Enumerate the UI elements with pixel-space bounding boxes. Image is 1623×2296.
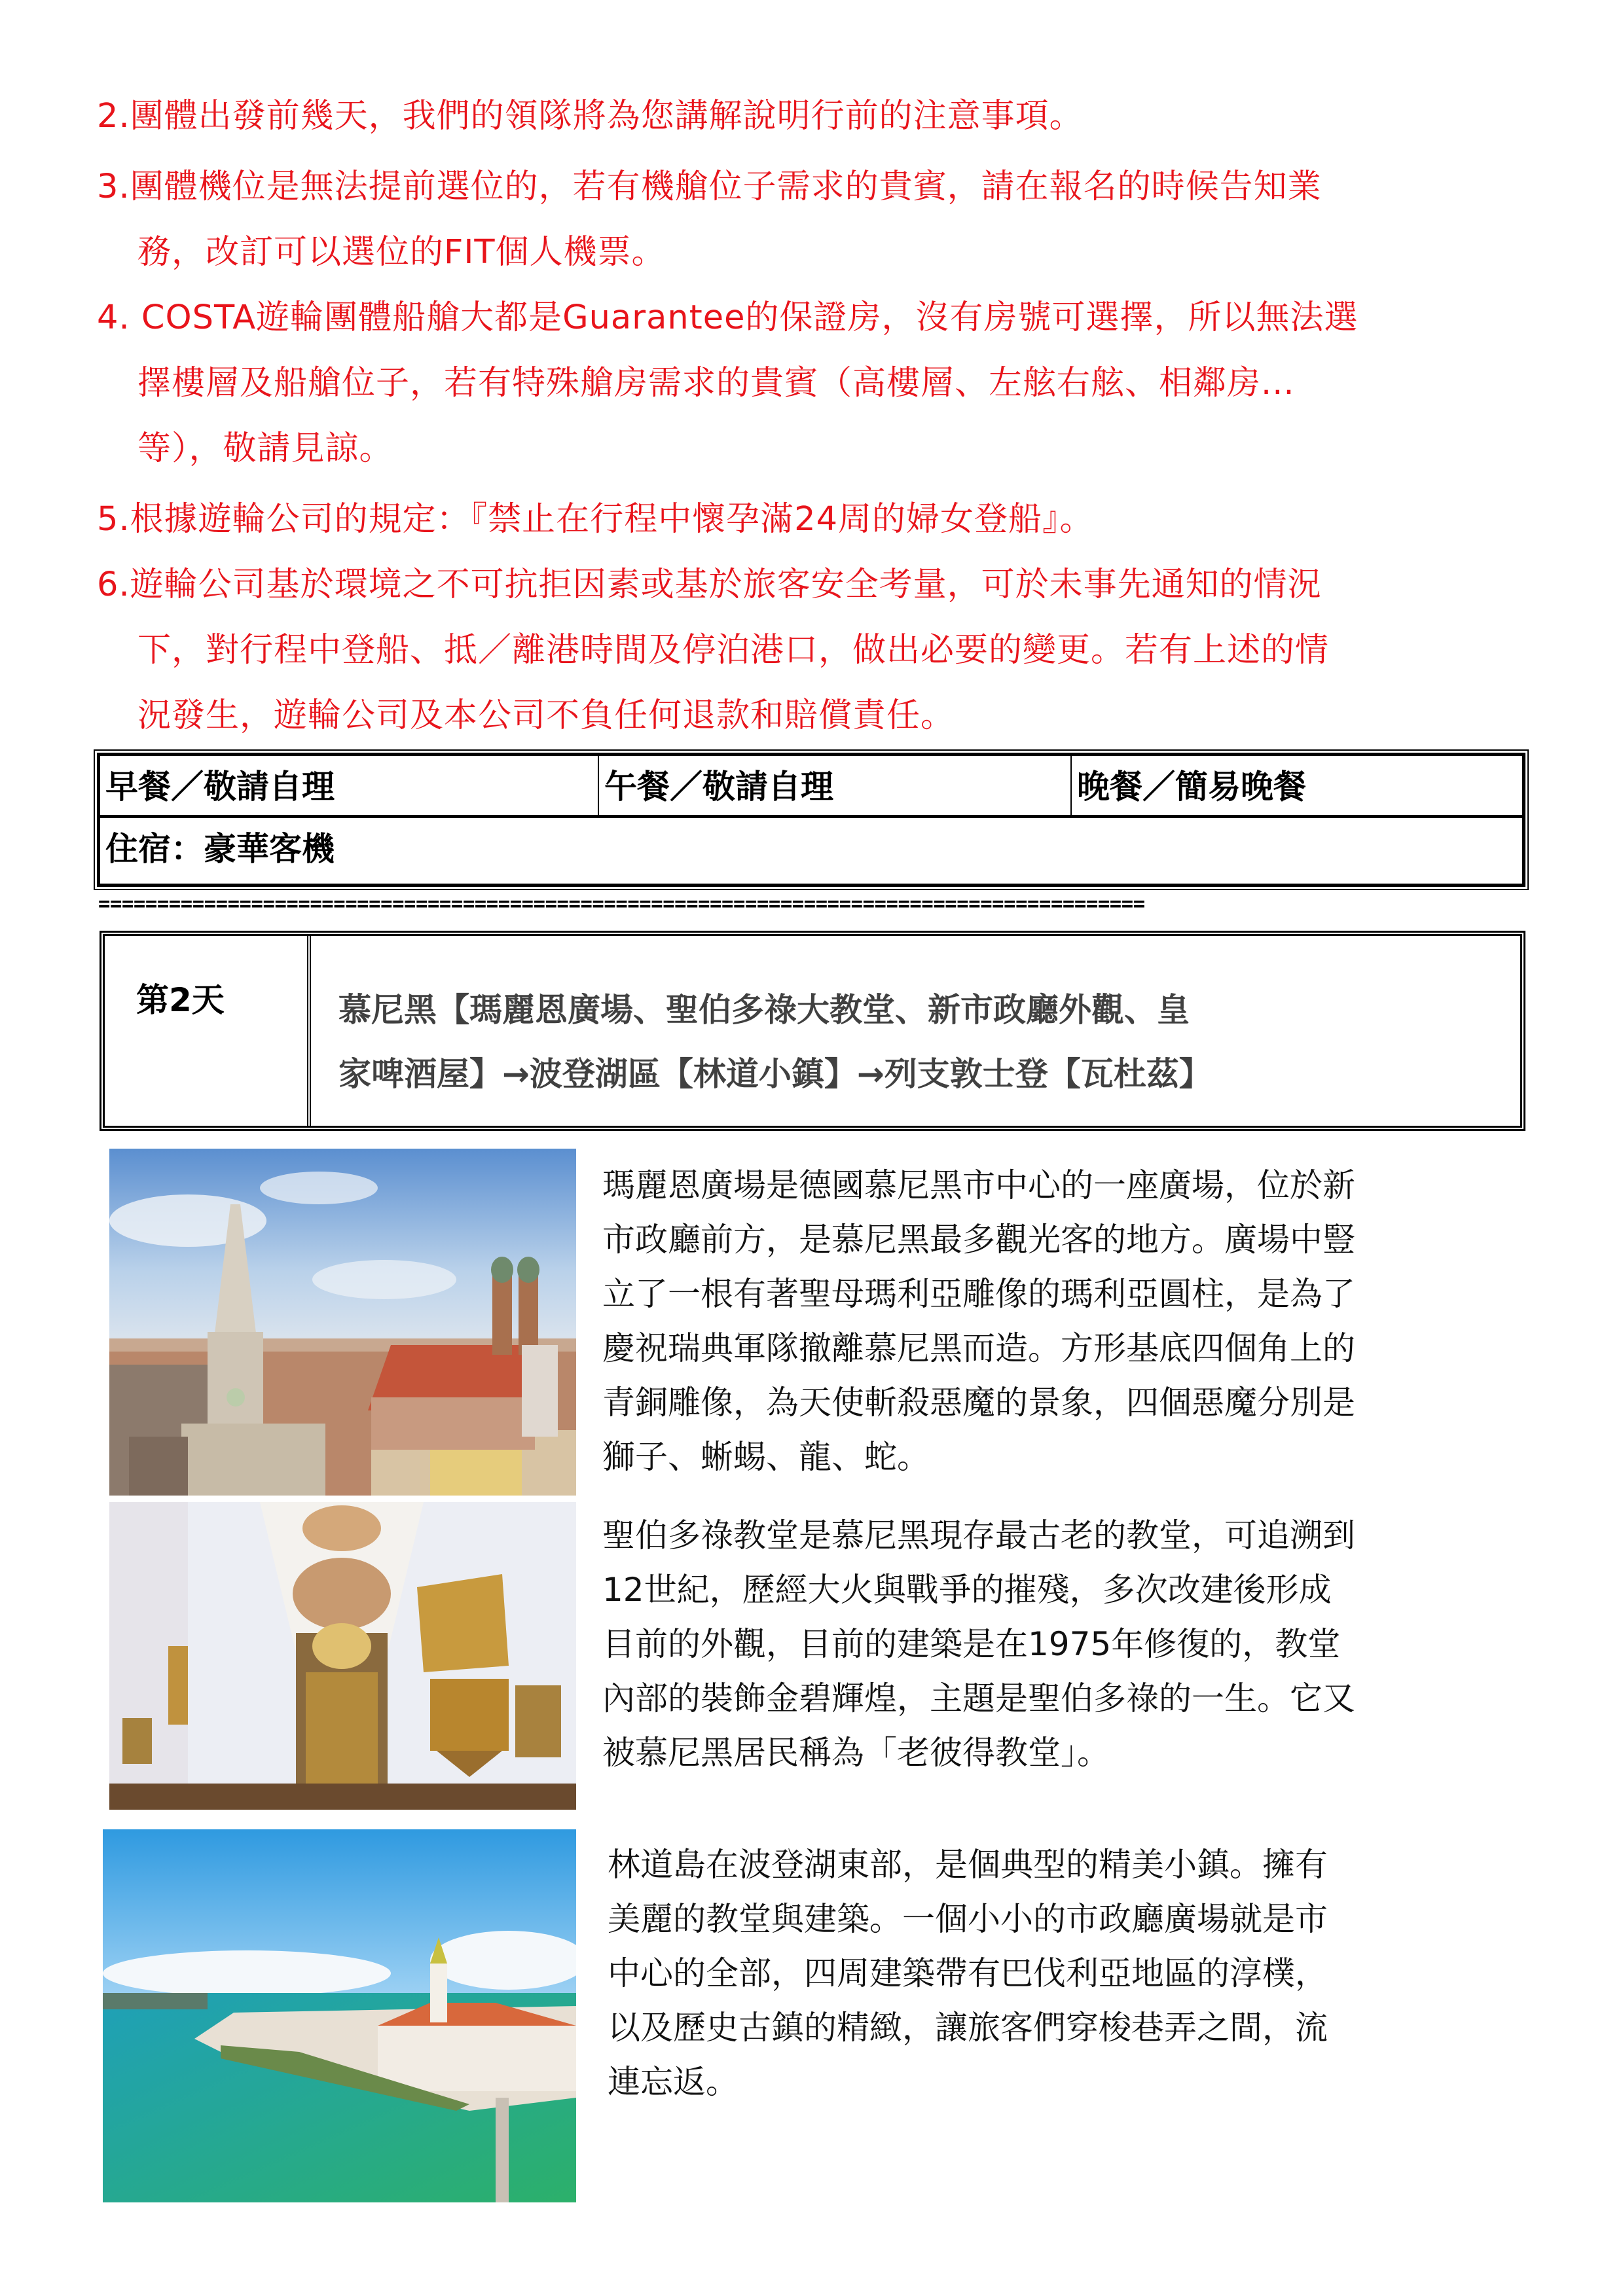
day-route: [311, 936, 1520, 1126]
accommodation-row: [100, 818, 1522, 880]
description-line: 內部的裝飾金碧輝煌，主題是聖伯多祿的一生。它又: [602, 1679, 1355, 1717]
note-4-line-2: 擇樓層及船艙位子，若有特殊艙房需求的貴賓（高樓層、左舷右舷、相鄰房...: [137, 364, 1295, 403]
description-line: 目前的外觀，目前的建築是在1975年修復的，教堂: [602, 1625, 1341, 1663]
note-3-line-2: 務，改訂可以選位的FIT個人機票。: [137, 233, 666, 272]
note-6-line-1: 6.遊輪公司基於環境之不可抗拒因素或基於旅客安全考量，可於未事先通知的情況: [97, 565, 1322, 604]
day-route-line-2: 家啤酒屋】→波登湖區【林道小鎮】→列支敦士登【瓦杜茲】: [338, 1055, 1212, 1093]
description-line: 瑪麗恩廣場是德國慕尼黑市中心的一座廣場，位於新: [602, 1166, 1355, 1204]
breakfast-cell: 早餐／敬請自理: [100, 756, 599, 815]
note-3-line-1: 3.團體機位是無法提前選位的，若有機艙位子需求的貴賓，請在報名的時候告知業: [97, 168, 1322, 206]
note-2: 2.團體出發前幾天，我們的領隊將為您講解說明行前的注意事項。: [97, 97, 1084, 135]
meal-row: [100, 756, 1522, 818]
day-route-line-1: 慕尼黑【瑪麗恩廣場、聖伯多祿大教堂、新市政廳外觀、皇: [338, 991, 1190, 1029]
description-line: 中心的全部，四周建築帶有巴伐利亞地區的淳樸，: [608, 1954, 1328, 1992]
meal-table: [97, 753, 1525, 887]
st-peters-church-interior-photo: [109, 1502, 576, 1810]
travel-notes-list: [97, 84, 1537, 749]
lindau-lakeside-photo: [103, 1829, 576, 2202]
accommodation-cell: 住宿：豪華客機: [105, 830, 335, 868]
description-line: 慶祝瑞典軍隊撤離慕尼黑而造。方形基底四個角上的: [602, 1329, 1355, 1367]
lunch-cell: 午餐／敬請自理: [599, 756, 1072, 815]
day-label: 第2天: [105, 936, 311, 1126]
day-header-table: [100, 931, 1525, 1131]
dinner-cell: 晚餐／簡易晚餐: [1077, 768, 1306, 806]
note-5: 5.根據遊輪公司的規定：『禁止在行程中懷孕滿24周的婦女登船』。: [97, 500, 1094, 539]
description-line: 市政廳前方，是慕尼黑最多觀光客的地方。廣場中豎: [602, 1221, 1355, 1259]
description-line: 美麗的教堂與建築。一個小小的市政廳廣場就是市: [608, 1900, 1328, 1938]
munich-marienplatz-photo: [109, 1149, 576, 1496]
marienplatz-description: [602, 1158, 1506, 1484]
note-6-line-2: 下，對行程中登船、抵／離港時間及停泊港口，做出必要的變更。若有上述的情: [137, 631, 1330, 670]
description-line: 被慕尼黑居民稱為「老彼得教堂」。: [602, 1734, 1110, 1772]
note-4-line-3: 等），敬請見諒。: [137, 429, 393, 468]
st-peters-description: [602, 1509, 1506, 1780]
note-6-line-3: 況發生，遊輪公司及本公司不負任何退款和賠償責任。: [137, 696, 955, 735]
description-line: 12世紀，歷經大火與戰爭的摧殘，多次改建後形成: [602, 1571, 1332, 1609]
description-line: 獅子、蜥蜴、龍、蛇。: [602, 1438, 930, 1476]
lindau-description: [608, 1838, 1511, 2109]
description-line: 青銅雕像，為天使斬殺惡魔的景象，四個惡魔分別是: [602, 1384, 1355, 1422]
section-separator: =========================================================================================: [98, 893, 1145, 916]
description-line: 聖伯多祿教堂是慕尼黑現存最古老的教堂，可追溯到: [602, 1516, 1355, 1554]
description-line: 連忘返。: [608, 2063, 739, 2101]
description-line: 林道島在波登湖東部，是個典型的精美小鎮。擁有: [608, 1846, 1328, 1884]
description-line: 以及歷史古鎮的精緻，讓旅客們穿梭巷弄之間，流: [608, 2009, 1328, 2047]
description-line: 立了一根有著聖母瑪利亞雕像的瑪利亞圓柱，是為了: [602, 1275, 1355, 1313]
note-4-line-1: 4. COSTA遊輪團體船艙大都是Guarantee的保證房，沒有房號可選擇，所以無法選: [97, 298, 1359, 337]
